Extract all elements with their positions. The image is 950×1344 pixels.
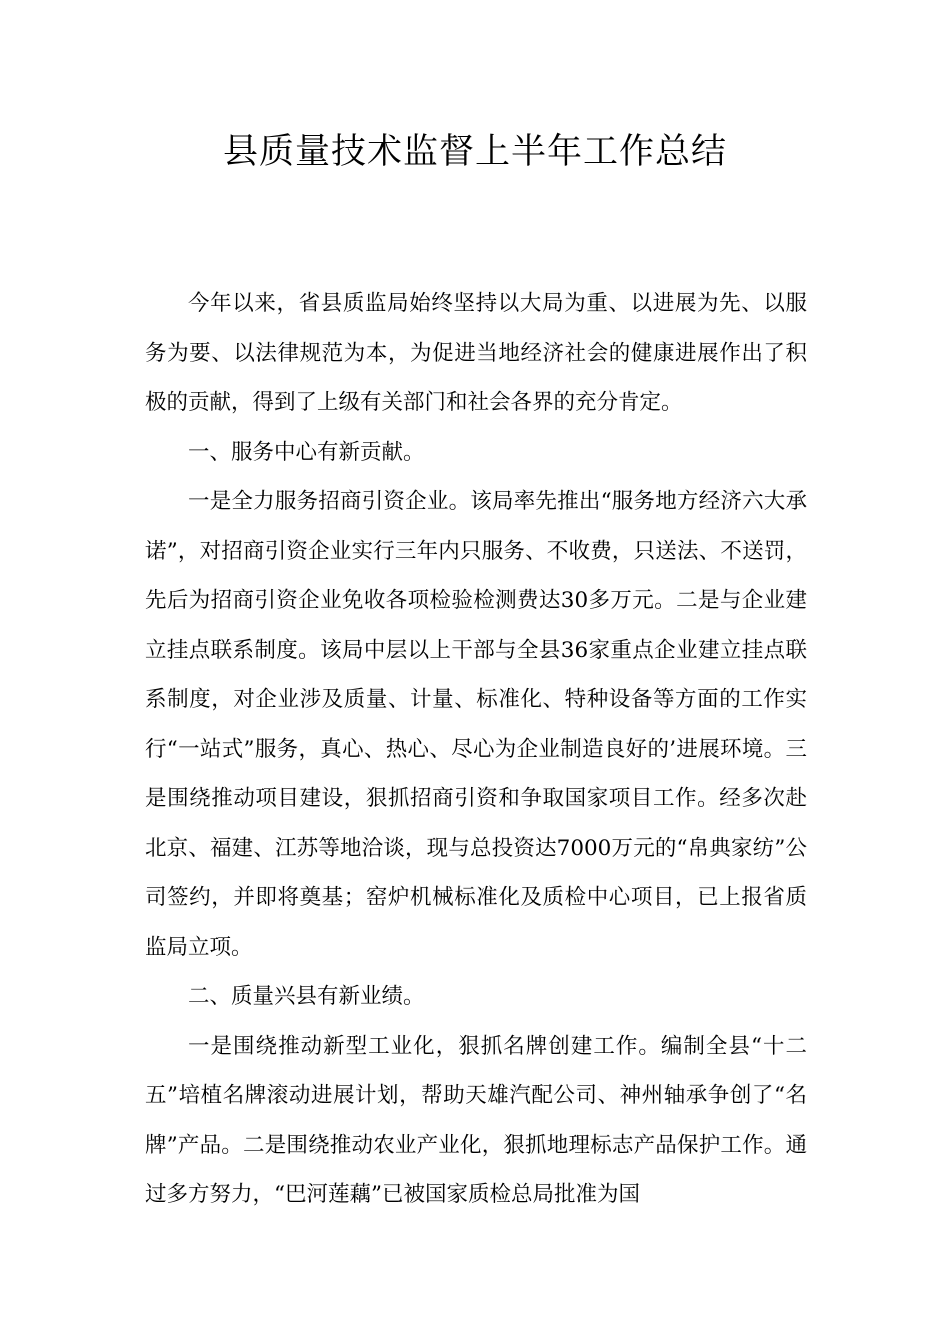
section-heading-2: 二、质量兴县有新业绩。 [188, 984, 425, 1009]
document-body [145, 279, 807, 1220]
paragraph-section-2: 一是围绕推动新型工业化，狠抓名牌创建工作。编制全县“十二五”培植名牌滚动进展计划，帮助天雄汽配公司、神州轴承争创了“名牌”产品。二是围绕推动农业产业化，狠抓地理标志产品保护工作。通过多方努力，“巴河莲藕”已被国家质检总局批准为国 [145, 1033, 807, 1207]
paragraph-section-1: 一是全力服务招商引资企业。该局率先推出“服务地方经济六大承诺”，对招商引资企业实行三年内只服务、不收费，只送法、不送罚，先后为招商引资企业免收各项检验检测费达30多万元。二是与企业建立挂点联系制度。该局中层以上干部与全县36家重点企业建立挂点联系制度，对企业涉及质量、计量、标准化、特种设备等方面的工作实行“一站式”服务，真心、热心、尽心为企业制造良好的’进展环境。三是围绕推动项目建设，狠抓招商引资和争取国家项目工作。经多次赴北京、福建、江苏等地洽谈，现与总投资达7000万元的“帛典家纺”公司签约，并即将奠基；窑炉机械标准化及质检中心项目，已上报省质监局立项。 [145, 489, 807, 960]
section-heading-1: 一、服务中心有新贡献。 [188, 439, 425, 465]
document-title: 县质量技术监督上半年工作总结 [222, 132, 727, 172]
paragraph-intro: 今年以来，省县质监局始终坚持以大局为重、以进展为先、以服务为要、以法律规范为本，为促进当地经济社会的健康进展作出了积极的贡献，得到了上级有关部门和社会各界的充分肯定。 [145, 291, 807, 415]
